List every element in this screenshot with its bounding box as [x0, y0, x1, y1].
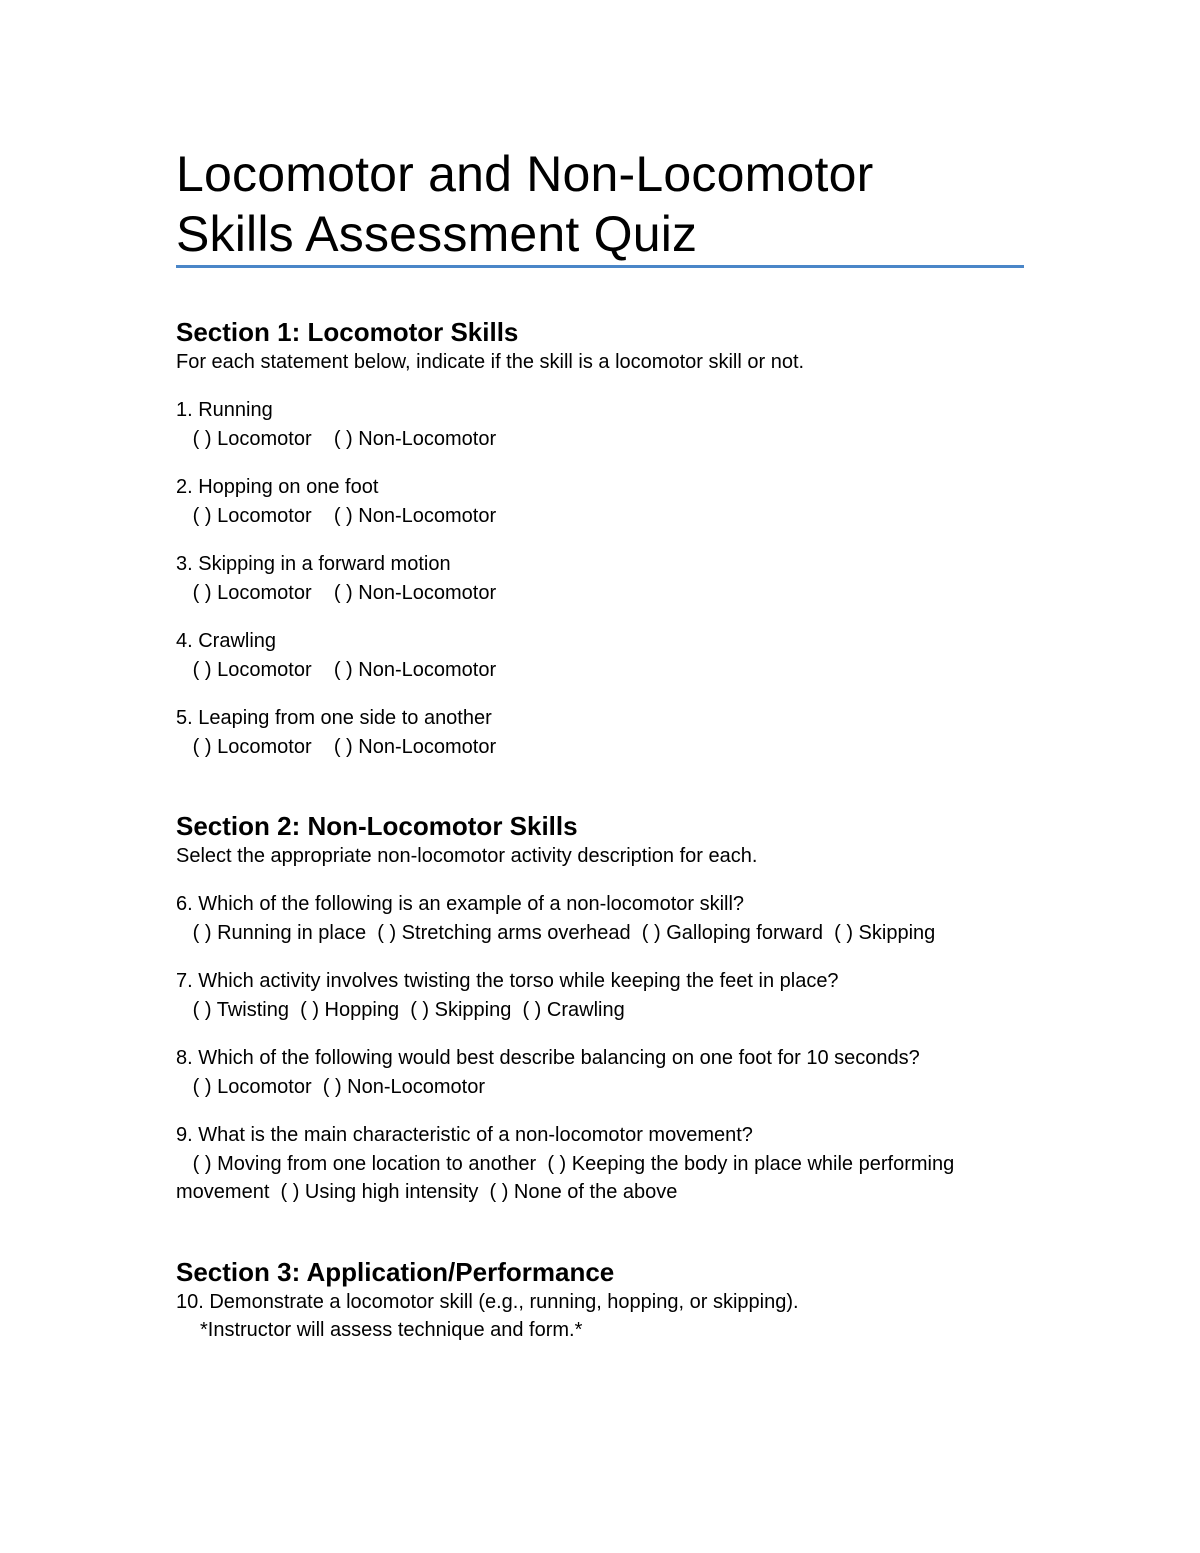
question-text: 8. Which of the following would best describe balancing on one foot for 10 seconds?: [176, 1047, 920, 1069]
question-text: 4. Crawling: [176, 630, 277, 652]
question-text: 2. Hopping on one foot: [176, 476, 379, 498]
option-keeping-body-in-place[interactable]: ( ) Keeping the body in place while performing movement: [176, 1152, 955, 1203]
option-locomotor[interactable]: ( ) Locomotor: [192, 658, 312, 681]
option-skipping[interactable]: ( ) Skipping: [834, 921, 936, 944]
question-options: [176, 579, 1024, 608]
question-6: [176, 890, 1024, 947]
question-options: [176, 919, 1024, 948]
section-application: [176, 1256, 1024, 1344]
option-locomotor[interactable]: ( ) Locomotor: [192, 427, 312, 450]
question-9: [176, 1121, 1024, 1207]
section-heading: Section 3: Application/Performance: [176, 1257, 615, 1287]
section-intro: Select the appropriate non-locomotor activity description for each.: [176, 845, 758, 867]
question-7: [176, 967, 1024, 1024]
section-heading: Section 2: Non-Locomotor Skills: [176, 811, 578, 841]
option-non-locomotor[interactable]: ( ) Non-Locomotor: [333, 581, 497, 604]
section-locomotor: [176, 316, 1024, 761]
option-non-locomotor[interactable]: ( ) Non-Locomotor: [333, 658, 497, 681]
question-text: 3. Skipping in a forward motion: [176, 553, 451, 575]
question-text: 9. What is the main characteristic of a non-locomotor movement?: [176, 1124, 753, 1146]
question-text: 1. Running: [176, 399, 273, 421]
title-line-2: Skills Assessment Quiz: [176, 206, 698, 262]
option-hopping[interactable]: ( ) Hopping: [300, 998, 400, 1021]
instructor-note: *Instructor will assess technique and form.*: [200, 1319, 583, 1341]
question-2: [176, 473, 1024, 530]
option-none-of-the-above[interactable]: ( ) None of the above: [489, 1181, 678, 1203]
question-text: 6. Which of the following is an example of a non-locomotor skill?: [176, 893, 745, 915]
option-running-in-place[interactable]: ( ) Running in place: [192, 921, 367, 944]
option-non-locomotor[interactable]: ( ) Non-Locomotor: [322, 1075, 486, 1098]
option-non-locomotor[interactable]: ( ) Non-Locomotor: [333, 427, 497, 450]
question-text: 7. Which activity involves twisting the torso while keeping the feet in place?: [176, 970, 839, 992]
question-options: [176, 1150, 1024, 1207]
option-non-locomotor[interactable]: ( ) Non-Locomotor: [333, 504, 497, 527]
question-text: 5. Leaping from one side to another: [176, 707, 492, 729]
option-moving-location[interactable]: ( ) Moving from one location to another: [192, 1152, 537, 1175]
question-options: [176, 996, 1024, 1025]
question-5: [176, 704, 1024, 761]
question-3: [176, 550, 1024, 607]
option-crawling[interactable]: ( ) Crawling: [522, 998, 625, 1021]
option-galloping-forward[interactable]: ( ) Galloping forward: [641, 921, 823, 944]
question-options: [176, 502, 1024, 531]
section-non-locomotor: [176, 810, 1024, 1207]
option-stretching-arms[interactable]: ( ) Stretching arms overhead: [377, 921, 631, 944]
option-twisting[interactable]: ( ) Twisting: [192, 998, 289, 1021]
section-intro: For each statement below, indicate if the skill is a locomotor skill or not.: [176, 351, 805, 373]
option-locomotor[interactable]: ( ) Locomotor: [192, 504, 312, 527]
option-skipping[interactable]: ( ) Skipping: [410, 998, 512, 1021]
option-high-intensity[interactable]: ( ) Using high intensity: [280, 1181, 479, 1203]
option-locomotor[interactable]: ( ) Locomotor: [192, 581, 312, 604]
question-4: [176, 627, 1024, 684]
performance-item: 10. Demonstrate a locomotor skill (e.g., running, hopping, or skipping).: [176, 1291, 799, 1313]
question-8: [176, 1044, 1024, 1101]
question-options: [176, 1073, 1024, 1102]
page-title: [176, 144, 873, 264]
title-line-1: Locomotor and Non-Locomotor: [176, 146, 874, 202]
title-underline: [176, 265, 1024, 268]
option-non-locomotor[interactable]: ( ) Non-Locomotor: [333, 735, 497, 758]
question-1: [176, 396, 1024, 453]
question-options: [176, 733, 1024, 762]
section-heading: Section 1: Locomotor Skills: [176, 317, 519, 347]
option-locomotor[interactable]: ( ) Locomotor: [192, 1075, 312, 1098]
question-options: [176, 425, 1024, 454]
option-locomotor[interactable]: ( ) Locomotor: [192, 735, 312, 758]
question-options: [176, 656, 1024, 685]
